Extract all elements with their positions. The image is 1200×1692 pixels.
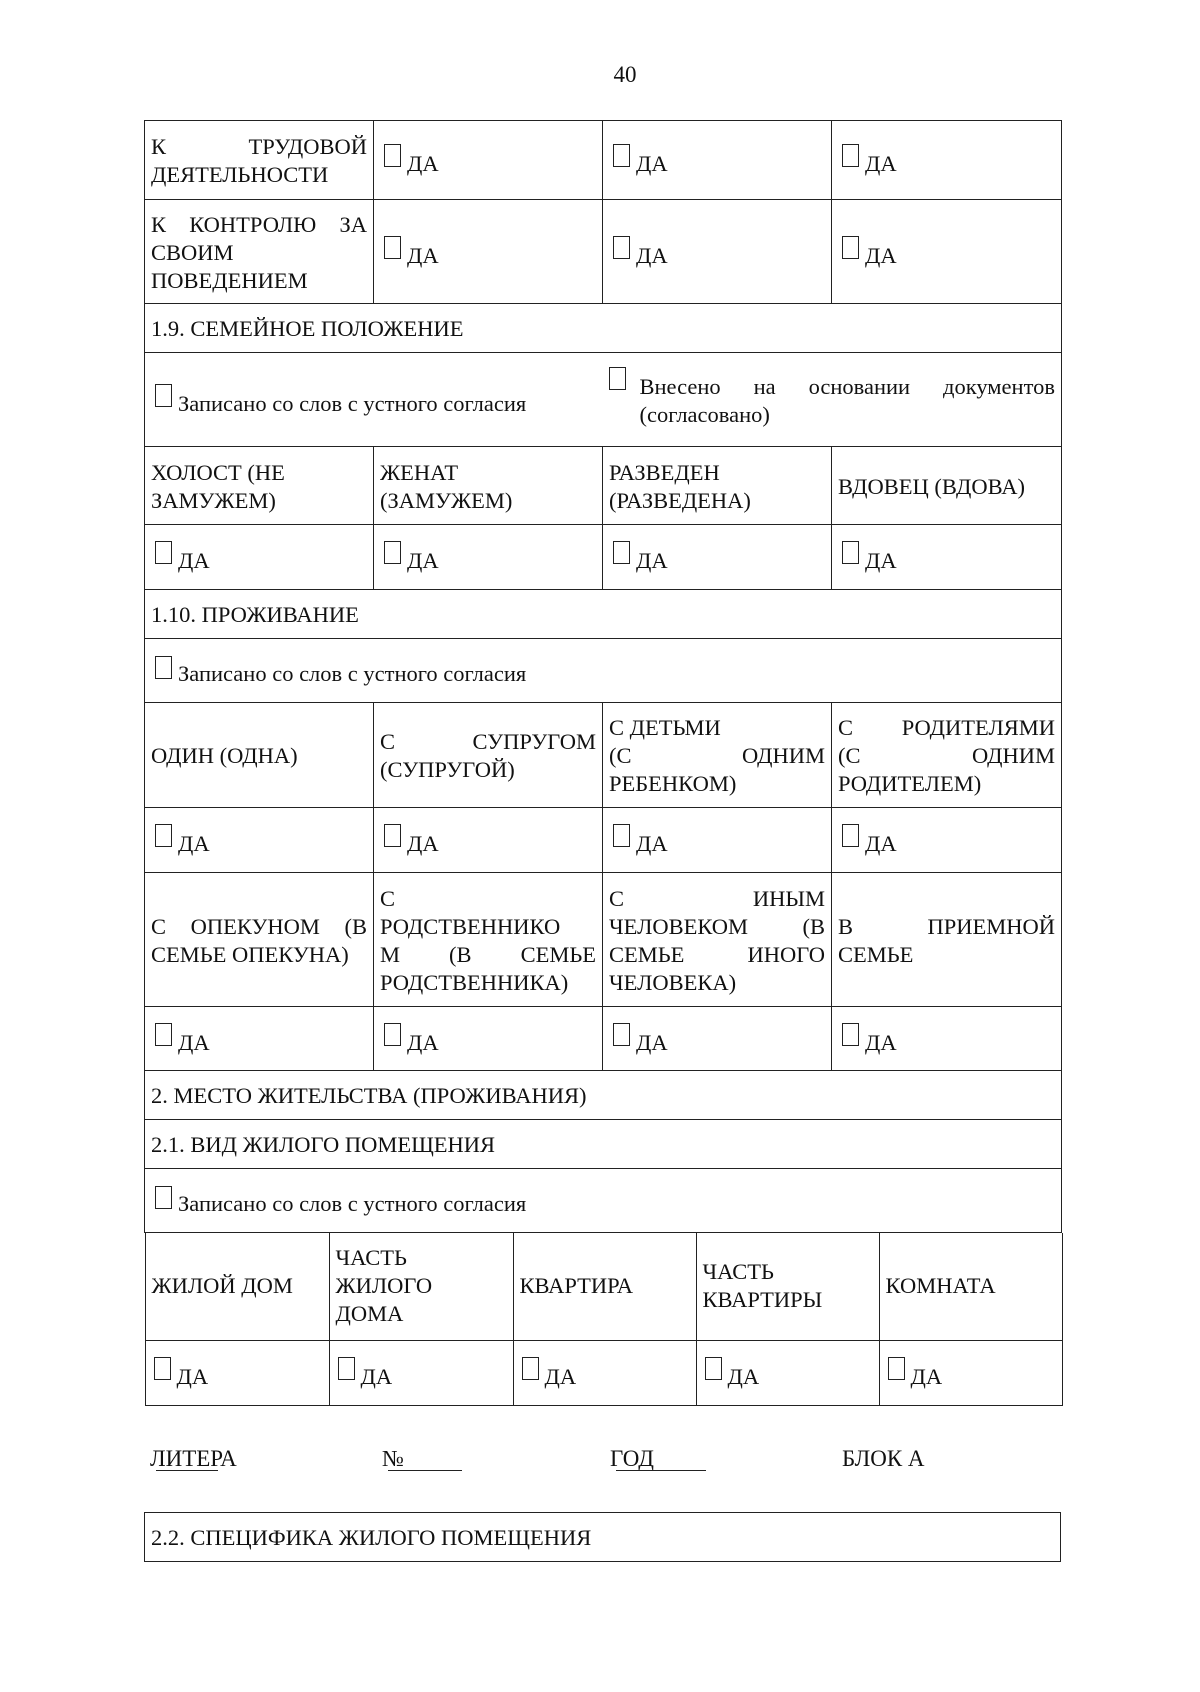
dwelling-option-room: КОМНАТА [879,1233,1062,1340]
number-field[interactable] [388,1446,462,1471]
living-oral-consent-label: Записано со слов с устного согласия [178,660,527,686]
marital-option-widowed: ВДОВЕЦ (ВДОВА) [832,447,1062,525]
dwelling-type-table [145,1233,1063,1406]
living-checkbox-alone[interactable] [155,824,172,847]
control-checkbox-2[interactable] [613,236,630,259]
living-checkbox-foster[interactable] [842,1023,859,1046]
marital-checkbox-divorced[interactable] [613,541,630,564]
living-option-guardian: С ОПЕКУНОМ (В СЕМЬЕ ОПЕКУНА) [145,873,374,1007]
page-number: 40 [613,62,637,87]
section-title-1-9: 1.9. СЕМЕЙНОЕ ПОЛОЖЕНИЕ [145,304,1062,353]
living-checkbox-guardian[interactable] [155,1023,172,1046]
section-2-2-table [144,1512,1061,1562]
row-label-labor: К ТРУДОВОЙ ДЕЯТЕЛЬНОСТИ [145,121,374,200]
da-label: ДА [636,1029,668,1055]
control-checkbox-1[interactable] [384,236,401,259]
marital-docs-checkbox[interactable] [609,367,626,390]
section-title-2-1: 2.1. ВИД ЖИЛОГО ПОМЕЩЕНИЯ [145,1120,1062,1169]
da-label: ДА [407,831,439,856]
number-label: № [382,1446,404,1471]
dwelling-option-house-part: ЧАСТЬ ЖИЛОГО ДОМА [329,1233,513,1340]
dwelling-checkbox-house[interactable] [154,1357,171,1380]
da-label: ДА [865,151,897,176]
da-label: ДА [544,1363,577,1389]
dwelling-option-house: ЖИЛОЙ ДОМ [145,1233,329,1340]
living-checkbox-other-person[interactable] [613,1023,630,1046]
dwelling-checkbox-apartment-part[interactable] [705,1357,722,1380]
living-checkbox-children[interactable] [613,824,630,847]
living-option-other-person: С ИНЫМ ЧЕЛОВЕКОМ (В СЕМЬЕ ИНОГО ЧЕЛОВЕКА) [603,873,832,1007]
labor-checkbox-3[interactable] [842,144,859,167]
marital-checkbox-married[interactable] [384,541,401,564]
section-title-1-10: 1.10. ПРОЖИВАНИЕ [145,590,1062,639]
dwelling-identifiers-line [150,1446,1050,1482]
da-label: ДА [727,1363,760,1389]
labor-checkbox-1[interactable] [384,144,401,167]
dwelling-option-apartment-part: ЧАСТЬ КВАРТИРЫ [696,1233,879,1340]
da-label: ДА [865,1029,897,1055]
control-checkbox-3[interactable] [842,236,859,259]
da-label: ДА [865,831,897,856]
da-label: ДА [360,1363,393,1389]
da-label: ДА [636,242,668,268]
litera-field[interactable] [156,1446,218,1471]
living-oral-consent-checkbox[interactable] [155,656,172,679]
year-label: ГОД [610,1446,654,1471]
da-label: ДА [407,548,439,573]
row-label-control: К КОНТРОЛЮ ЗА СВОИМ ПОВЕДЕНИЕМ [145,200,374,304]
living-checkbox-parents[interactable] [842,824,859,847]
form-table [144,120,1062,1406]
da-label: ДА [865,548,897,573]
da-label: ДА [178,548,210,573]
marital-option-divorced: РАЗВЕДЕН (РАЗВЕДЕНА) [603,447,832,525]
dwelling-oral-consent-label: Записано со слов с устного согласия [178,1190,527,1216]
da-label: ДА [178,1029,210,1055]
living-checkbox-spouse[interactable] [384,824,401,847]
living-option-foster: В ПРИЕМНОЙ СЕМЬЕ [832,873,1062,1007]
da-label: ДА [636,831,668,856]
dwelling-option-apartment: КВАРТИРА [513,1233,696,1340]
marital-oral-consent-checkbox[interactable] [155,384,172,407]
da-label: ДА [407,151,439,176]
living-option-children: С ДЕТЬМИ (С ОДНИМ РЕБЕНКОМ) [603,703,832,808]
living-option-spouse: С СУПРУГОМ (СУПРУГОЙ) [374,703,603,808]
da-label: ДА [407,242,439,268]
section-title-2-2: 2.2. СПЕЦИФИКА ЖИЛОГО ПОМЕЩЕНИЯ [145,1513,1061,1562]
marital-checkbox-widowed[interactable] [842,541,859,564]
block-label: БЛОК А [842,1446,925,1471]
year-field[interactable] [616,1446,706,1471]
marital-checkbox-single[interactable] [155,541,172,564]
living-option-parents: С РОДИТЕЛЯМИ (С ОДНИМ РОДИТЕЛЕМ) [832,703,1062,808]
litera-label: ЛИТЕРА [150,1446,237,1471]
da-label: ДА [176,1363,209,1389]
living-option-relative: С РОДСТВЕННИКО М (В СЕМЬЕ РОДСТВЕННИКА) [374,873,603,1007]
da-label: ДА [636,548,668,573]
living-checkbox-relative[interactable] [384,1023,401,1046]
da-label: ДА [910,1363,943,1389]
dwelling-checkbox-house-part[interactable] [338,1357,355,1380]
dwelling-checkbox-room[interactable] [888,1357,905,1380]
section-title-2: 2. МЕСТО ЖИТЕЛЬСТВА (ПРОЖИВАНИЯ) [145,1071,1062,1120]
marital-option-single: ХОЛОСТ (НЕ ЗАМУЖЕМ) [145,447,374,525]
living-option-alone: ОДИН (ОДНА) [145,703,374,808]
dwelling-oral-consent-checkbox[interactable] [155,1186,172,1209]
dwelling-checkbox-apartment[interactable] [522,1357,539,1380]
marital-docs-label: Внесено на основании документов (согласовано) [639,373,1055,427]
da-label: ДА [407,1029,439,1055]
marital-option-married: ЖЕНАТ (ЗАМУЖЕМ) [374,447,603,525]
da-label: ДА [865,242,897,268]
labor-checkbox-2[interactable] [613,144,630,167]
marital-oral-consent-label: Записано со слов с устного согласия [178,390,527,416]
da-label: ДА [178,831,210,856]
da-label: ДА [636,151,668,176]
